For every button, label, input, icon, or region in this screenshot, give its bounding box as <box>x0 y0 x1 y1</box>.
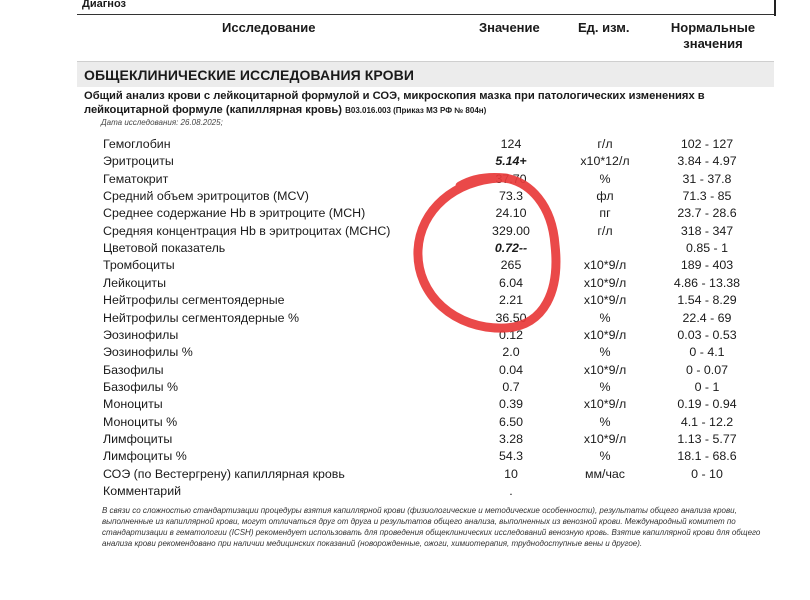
table-row <box>0 206 810 223</box>
result-name: Цветовой показатель <box>103 241 226 256</box>
result-unit: г/л <box>597 223 613 238</box>
table-row <box>0 484 810 501</box>
result-value: 2.0 <box>502 345 520 360</box>
result-value: 73.3 <box>498 189 524 204</box>
table-row <box>0 449 810 466</box>
result-norm: 3.84 - 4.97 <box>677 154 737 169</box>
result-norm: 189 - 403 <box>680 258 734 273</box>
result-norm: 1.54 - 8.29 <box>677 293 737 308</box>
result-value: 6.04 <box>498 275 524 290</box>
result-name: Комментарий <box>103 484 182 498</box>
result-name: Гемоглобин <box>103 137 171 151</box>
result-norm: 1.13 - 5.77 <box>677 431 737 446</box>
result-value: 10 <box>504 466 518 481</box>
column-header-unit: Ед. изм. <box>578 20 630 35</box>
section-title: ОБЩЕКЛИНИЧЕСКИЕ ИССЛЕДОВАНИЯ КРОВИ <box>84 67 415 83</box>
result-unit: x10*12/л <box>580 154 630 169</box>
diagnosis-box <box>77 0 775 15</box>
result-value: 0.12 <box>498 327 524 342</box>
result-name: Эозинофилы % <box>103 345 193 360</box>
result-norm: 0 - 1 <box>694 379 720 394</box>
result-unit: x10*9/л <box>583 293 627 308</box>
result-value: 3.28 <box>498 431 524 446</box>
result-unit: % <box>599 449 611 464</box>
result-value: 0.7 <box>502 379 520 394</box>
result-norm: 0.85 - 1 <box>685 241 729 256</box>
table-row <box>0 432 810 449</box>
result-norm: 0.19 - 0.94 <box>677 397 737 412</box>
column-header-value: Значение <box>479 20 540 35</box>
result-unit: % <box>599 379 611 394</box>
result-name: Среднее содержание Hb в эритроците (MCH) <box>103 206 366 221</box>
table-row <box>0 293 810 310</box>
column-header-norm <box>665 20 761 52</box>
table-row <box>0 328 810 345</box>
result-unit: x10*9/л <box>583 275 627 290</box>
result-unit: x10*9/л <box>583 431 627 446</box>
table-row <box>0 189 810 206</box>
result-value: 24.10 <box>495 206 527 221</box>
table-row <box>0 276 810 293</box>
result-unit: % <box>599 171 611 186</box>
footnote: В связи со сложностью стандартизации процедуры взятия капиллярной крови (физиологические и методические особенности), результаты общего анализа крови, выполненные из капиллярной крови, могут отличаться друг от друга и результатов общего анализа, выполненных из венозной крови. Международный комитет по стандартизации в гематологии (ICSH) рекомендует использовать для проведения общеклинических исследований венозную кровь. Взятие капиллярной крови для общего анализа крови рекомендовано при наличии медицинских показаний (новорожденные, ожоги, химиотерапия, труднодоступные вены и другое). <box>102 506 761 548</box>
result-value: 54.3 <box>498 449 524 464</box>
result-name: Базофилы % <box>103 379 179 394</box>
result-name: СОЭ (по Вестергрену) капиллярная кровь <box>103 466 345 481</box>
result-name: Нейтрофилы сегментоядерные % <box>103 310 300 325</box>
result-norm: 102 - 127 <box>680 137 734 151</box>
test-title-text: Общий анализ крови с лейкоцитарной формулой и СОЭ, микроскопия мазка при патологических изменениях в лейкоцитарной формуле (капиллярная кровь) <box>84 90 705 116</box>
result-value: 0.39 <box>498 397 524 412</box>
result-norm: 0.03 - 0.53 <box>677 327 737 342</box>
table-row <box>0 224 810 241</box>
result-name: Лейкоциты <box>103 275 166 290</box>
result-unit: пг <box>599 206 611 221</box>
result-norm: 318 - 347 <box>680 223 734 238</box>
result-value: . <box>509 484 513 498</box>
result-value: 0.72-- <box>494 241 528 256</box>
result-value: 36.50 <box>495 310 527 325</box>
result-name: Лимфоциты % <box>103 449 187 464</box>
table-row <box>0 380 810 397</box>
test-code: B03.016.003 (Приказ МЗ РФ № 804н) <box>345 106 487 115</box>
result-norm: 0 - 0.07 <box>685 362 729 377</box>
result-name: Базофилы <box>103 362 164 377</box>
result-unit: x10*9/л <box>583 362 627 377</box>
table-row <box>0 241 810 258</box>
result-unit: г/л <box>597 137 613 151</box>
result-value: 5.14+ <box>495 154 527 169</box>
table-row <box>0 345 810 362</box>
table-row <box>0 258 810 275</box>
diagnosis-label: Диагноз <box>82 0 126 10</box>
result-value: 265 <box>500 258 522 273</box>
test-date: Дата исследования: 26.08.2025; <box>101 118 223 127</box>
result-unit: % <box>599 414 611 429</box>
table-row <box>0 415 810 432</box>
table-row <box>0 467 810 484</box>
result-unit: фл <box>596 189 614 204</box>
result-name: Лимфоциты <box>103 431 173 446</box>
result-name: Гематокрит <box>103 171 169 186</box>
result-value: 37.70 <box>495 171 527 186</box>
result-norm: 31 - 37.8 <box>682 171 732 186</box>
result-norm: 4.1 - 12.2 <box>680 414 734 429</box>
result-norm: 71.3 - 85 <box>682 189 732 204</box>
result-name: Тромбоциты <box>103 258 175 273</box>
result-value: 329.00 <box>492 223 530 238</box>
result-value: 0.04 <box>498 362 524 377</box>
table-row <box>0 397 810 414</box>
result-value: 124 <box>500 137 522 151</box>
result-norm: 0 - 4.1 <box>689 345 725 360</box>
result-name: Нейтрофилы сегментоядерные <box>103 293 285 308</box>
result-value: 2.21 <box>498 293 524 308</box>
result-unit: x10*9/л <box>583 397 627 412</box>
result-unit: x10*9/л <box>583 327 627 342</box>
column-header-norm-line2: значения <box>683 36 743 51</box>
table-row <box>0 363 810 380</box>
result-unit: мм/час <box>584 466 626 481</box>
result-norm: 0 - 10 <box>691 466 723 481</box>
result-unit: x10*9/л <box>583 258 627 273</box>
test-title <box>84 89 774 118</box>
result-unit: % <box>599 345 611 360</box>
column-header-test: Исследование <box>222 20 316 35</box>
table-row <box>0 137 810 154</box>
result-norm: 23.7 - 28.6 <box>677 206 737 221</box>
result-name: Эозинофилы <box>103 327 179 342</box>
result-name: Моноциты <box>103 397 163 412</box>
table-row <box>0 154 810 171</box>
result-norm: 18.1 - 68.6 <box>677 449 737 464</box>
result-name: Средняя концентрация Hb в эритроцитах (MCHC) <box>103 223 391 238</box>
result-norm: 4.86 - 13.38 <box>673 275 741 290</box>
table-row <box>0 172 810 189</box>
table-row <box>0 311 810 328</box>
column-header-norm-line1: Нормальные <box>670 20 756 35</box>
result-value: 6.50 <box>498 414 524 429</box>
result-unit: % <box>599 310 611 325</box>
result-norm: 22.4 - 69 <box>682 310 732 325</box>
result-name: Эритроциты <box>103 154 174 169</box>
border-line <box>774 0 776 16</box>
result-name: Средний объем эритроцитов (MCV) <box>103 189 309 204</box>
result-name: Моноциты % <box>103 414 178 429</box>
